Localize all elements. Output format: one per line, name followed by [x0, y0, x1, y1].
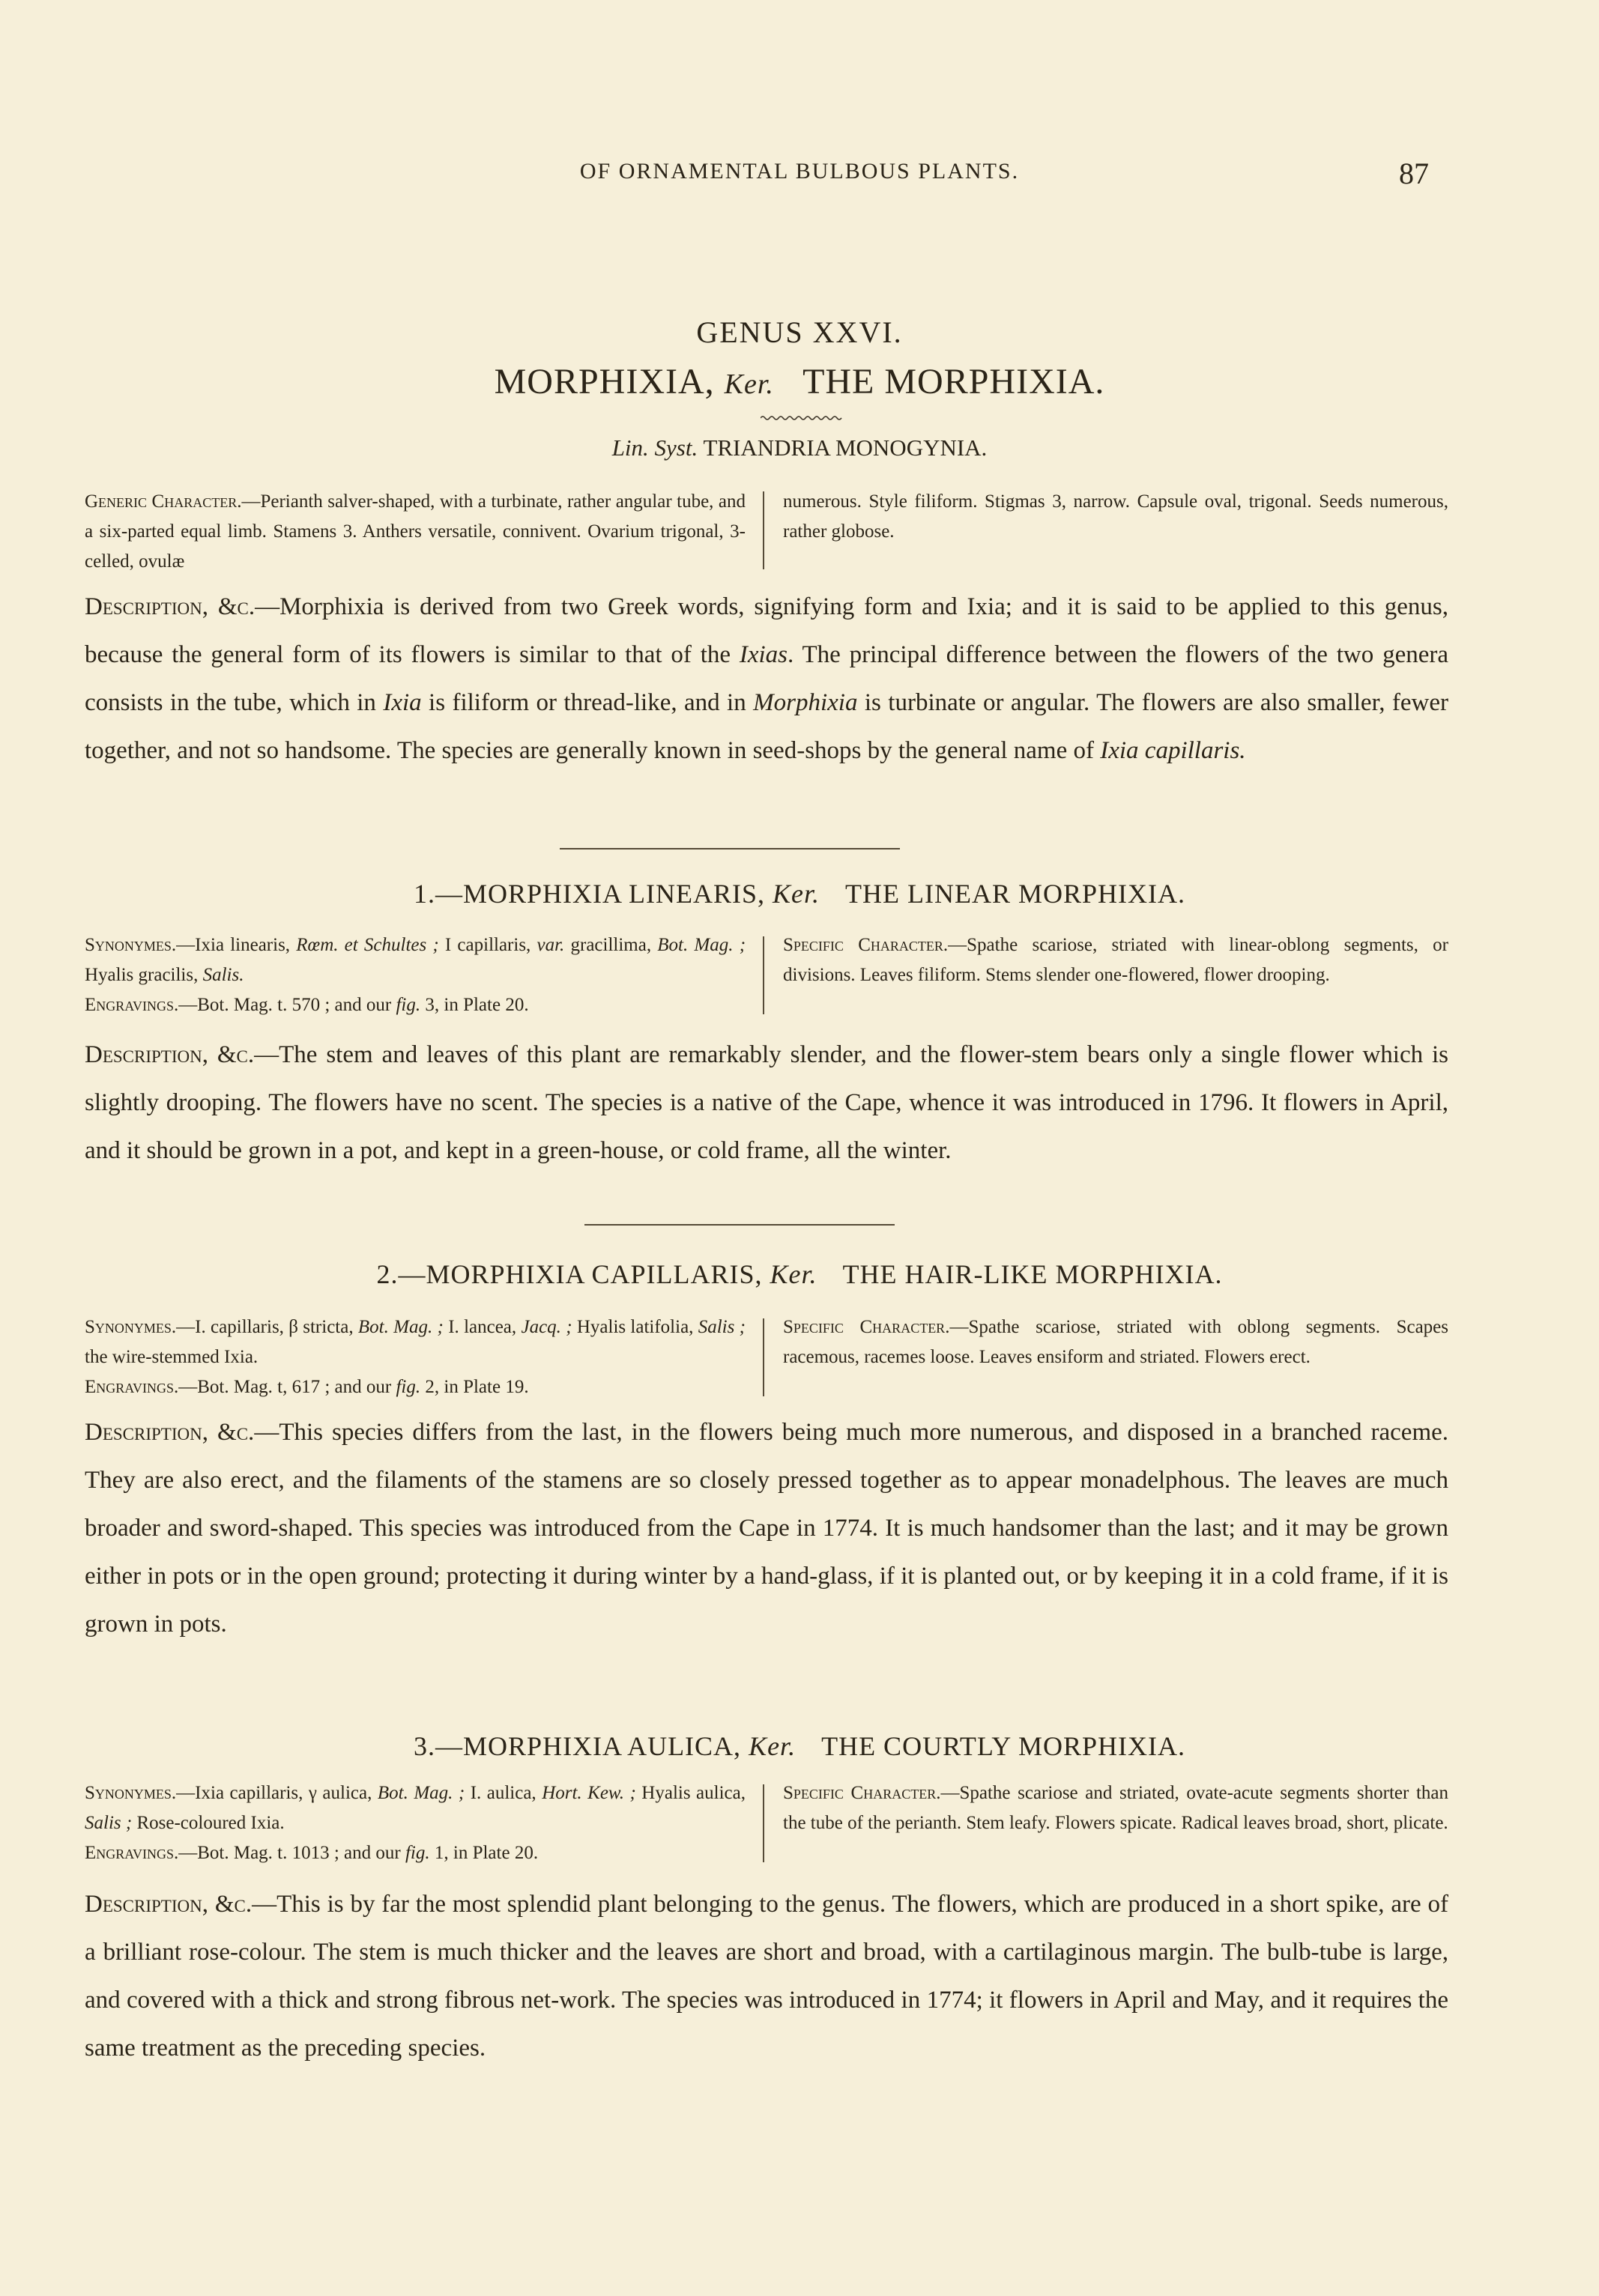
specific-character-text: —Spathe scariose and striated, ovate-acute segments shorter than the tube of the perianth. Stem leafy. Flowers spicate. Radical leaves broad, short, plicate. — [783, 1783, 1448, 1833]
species-2-description — [85, 1408, 1448, 1648]
specific-character-text: —Spathe scariose, striated with linear-oblong segments, or divisions. Leaves filiform. Stems slender one-flowered, flower drooping. — [783, 935, 1448, 985]
species-1-description — [85, 1031, 1448, 1175]
species-authority: Ker. — [770, 1259, 817, 1289]
genus-description — [85, 583, 1448, 775]
synonyms-text: the wire-stemmed Ixia. — [85, 1347, 259, 1367]
column-divider — [763, 1784, 764, 1862]
engravings-text: 2, in Plate 19. — [420, 1377, 529, 1397]
genus-number: GENUS XXVI. — [696, 315, 903, 349]
generic-character-right: numerous. Style filiform. Stigmas 3, narrow. Capsule oval, trigonal. Seeds numerous, rather globose. — [783, 491, 1448, 542]
species-common-name: THE COURTLY MORPHIXIA. — [821, 1731, 1185, 1761]
engravings-text: —Bot. Mag. t. 570 ; and our — [178, 995, 396, 1015]
description-label: Description, &c. — [85, 1419, 255, 1446]
description-label: Description, &c. — [85, 593, 256, 620]
species-2-heading — [0, 1258, 1599, 1290]
synonyms-italic: var. — [536, 935, 565, 955]
italic-term: Ixia capillaris. — [1100, 737, 1246, 764]
species-common-name: THE HAIR-LIKE MORPHIXIA. — [842, 1259, 1223, 1289]
genus-common-name: THE MORPHIXIA. — [802, 362, 1105, 402]
synonyms-label: Synonymes. — [85, 1783, 177, 1803]
synonyms-text: I. lancea, — [443, 1317, 522, 1337]
section-divider — [560, 848, 900, 849]
description-text: is filiform or thread-like, and in — [421, 689, 754, 716]
species-latin-name: 1.—MORPHIXIA LINEARIS, — [414, 879, 766, 909]
column-divider — [763, 491, 764, 569]
engravings-label: Engravings. — [85, 1377, 179, 1397]
engravings-text: 1, in Plate 20. — [429, 1843, 539, 1863]
synonyms-text: Hyalis aulica, — [635, 1783, 746, 1803]
species-1-heading — [0, 878, 1599, 909]
synonyms-label: Synonymes. — [85, 935, 177, 955]
species-3-synonyms — [85, 1778, 746, 1868]
species-1-specific-character — [783, 930, 1448, 990]
genus-authority: Ker. — [724, 369, 774, 400]
linnaean-system-value: TRIANDRIA MONOGYNIA. — [703, 434, 988, 461]
italic-term: Morphixia — [753, 689, 858, 716]
synonyms-label: Synonymes. — [85, 1317, 177, 1337]
species-authority: Ker. — [773, 879, 820, 909]
engravings-text: 3, in Plate 20. — [420, 995, 529, 1015]
specific-character-text: —Spathe scariose, striated with oblong segments. Scapes racemous, racemes loose. Leaves ensiform and striated. Flowers erect. — [783, 1317, 1449, 1367]
synonyms-text: Hyalis latifolia, — [572, 1317, 698, 1337]
species-3-heading — [0, 1730, 1599, 1762]
synonyms-italic: Bot. Mag. ; — [357, 1317, 444, 1337]
synonyms-italic: Bot. Mag. ; — [377, 1783, 465, 1803]
running-title: OF ORNAMENTAL BULBOUS PLANTS. — [579, 159, 1020, 184]
synonyms-text: I. aulica, — [465, 1783, 542, 1803]
genus-title — [0, 361, 1599, 402]
generic-character-label: Generic Character. — [85, 491, 242, 512]
species-3-description — [85, 1880, 1448, 2072]
italic-term: Ixias — [739, 641, 788, 668]
column-divider — [763, 1318, 764, 1396]
description-text: —The stem and leaves of this plant are remarkably slender, and the flower-stem bears only a single flower which is slightly drooping. The flowers have no scent. The species is a native of the Cape, whence it was introduced in 1796. It flowers in April, and it should be grown in a pot, and kept in a green-house, or cold frame, all the winter. — [85, 1041, 1448, 1164]
linnaean-system — [0, 434, 1599, 461]
generic-character-text-left: —Perianth salver-shaped, with a turbinate, rather angular tube, and a six-parted equal limb. Stamens 3. Anthers versatile, connivent. Ovarium trigonal, 3-celled, ovulæ — [85, 491, 746, 572]
engravings-label: Engravings. — [85, 995, 179, 1015]
engravings-italic: fig. — [396, 995, 421, 1015]
synonyms-text: —Ixia capillaris, γ aulica, — [176, 1783, 378, 1803]
column-divider — [763, 936, 764, 1014]
synonyms-italic: Salis ; — [698, 1317, 746, 1337]
section-divider — [584, 1224, 895, 1226]
species-latin-name: 3.—MORPHIXIA AULICA, — [414, 1731, 742, 1761]
synonyms-italic: Bot. Mag. ; — [657, 935, 746, 955]
synonyms-text: —I. capillaris, β stricta, — [176, 1317, 358, 1337]
generic-character-left — [85, 487, 746, 577]
engravings-label: Engravings. — [85, 1843, 179, 1863]
synonyms-italic: Hort. Kew. ; — [542, 1783, 636, 1803]
description-label: Description, &c. — [85, 1891, 253, 1918]
species-3-specific-character — [783, 1778, 1448, 1838]
description-label: Description, &c. — [85, 1041, 255, 1068]
species-latin-name: 2.—MORPHIXIA CAPILLARIS, — [376, 1259, 763, 1289]
description-text: —This is by far the most splendid plant belonging to the genus. The flowers, which are produced in a short spike, are of a brilliant rose-colour. The stem is much thicker and the leaves are short and broad, with a cartilaginous margin. The bulb-tube is large, and covered with a thick and strong fibrous net-work. The species was introduced in 1774; it flowers in April and May, and it requires the same treatment as the preceding species. — [85, 1891, 1449, 2062]
engravings-text: —Bot. Mag. t. 1013 ; and our — [178, 1843, 405, 1863]
species-common-name: THE LINEAR MORPHIXIA. — [845, 879, 1185, 909]
description-text: —Morphixia is derived from two Greek words, signifying form and Ixia; and it is said to be applied to this genus, because the general form of its flowers is similar to that of the — [85, 593, 1448, 668]
description-text: . The principal difference between the flowers of the two genera consists in the tube, which in — [85, 641, 1449, 716]
synonyms-text: —Ixia linearis, — [176, 935, 297, 955]
genus-latin-name: MORPHIXIA, — [494, 362, 715, 402]
synonyms-italic: Jacq. ; — [521, 1317, 572, 1337]
specific-character-label: Specific Character. — [783, 935, 949, 955]
engravings-italic: fig. — [396, 1377, 421, 1397]
synonyms-text: Rose-coloured Ixia. — [132, 1813, 285, 1833]
synonyms-text: Hyalis gracilis, — [85, 965, 203, 985]
engravings-text: —Bot. Mag. t, 617 ; and our — [178, 1377, 396, 1397]
engravings-italic: fig. — [405, 1843, 430, 1863]
species-authority: Ker. — [749, 1731, 797, 1761]
synonyms-text: gracillima, — [564, 935, 658, 955]
species-2-synonyms — [85, 1312, 746, 1402]
specific-character-label: Specific Character. — [783, 1783, 941, 1803]
description-text: is turbinate or angular. The flowers are also smaller, fewer together, and not so handsome. The species are generally known in seed-shops by the general name of — [85, 689, 1448, 764]
specific-character-label: Specific Character. — [783, 1317, 950, 1337]
species-2-specific-character — [783, 1312, 1448, 1372]
synonyms-italic: Salis. — [202, 965, 244, 985]
synonyms-italic: Salis ; — [85, 1813, 133, 1833]
synonyms-italic: Rœm. et Schultes ; — [296, 935, 439, 955]
description-text: —This species differs from the last, in the flowers being much more numerous, and disposed in a branched raceme. They are also erect, and the filaments of the stamens are so closely pressed together as to appear monadelphous. The leaves are much broader and sword-shaped. This species was introduced from the Cape in 1774. It is much handsomer than the last; and it may be grown either in pots or in the open ground; protecting it during winter by a hand-glass, if it is planted out, or by keeping it in a cold frame, if it is grown in pots. — [85, 1419, 1449, 1638]
synonyms-text: I capillaris, — [438, 935, 537, 955]
species-1-synonyms — [85, 930, 746, 1020]
page-number: 87 — [1399, 157, 1429, 190]
linnaean-system-label: Lin. Syst. — [611, 434, 698, 461]
wavy-rule-ornament — [761, 414, 843, 422]
italic-term: Ixia — [383, 689, 422, 716]
